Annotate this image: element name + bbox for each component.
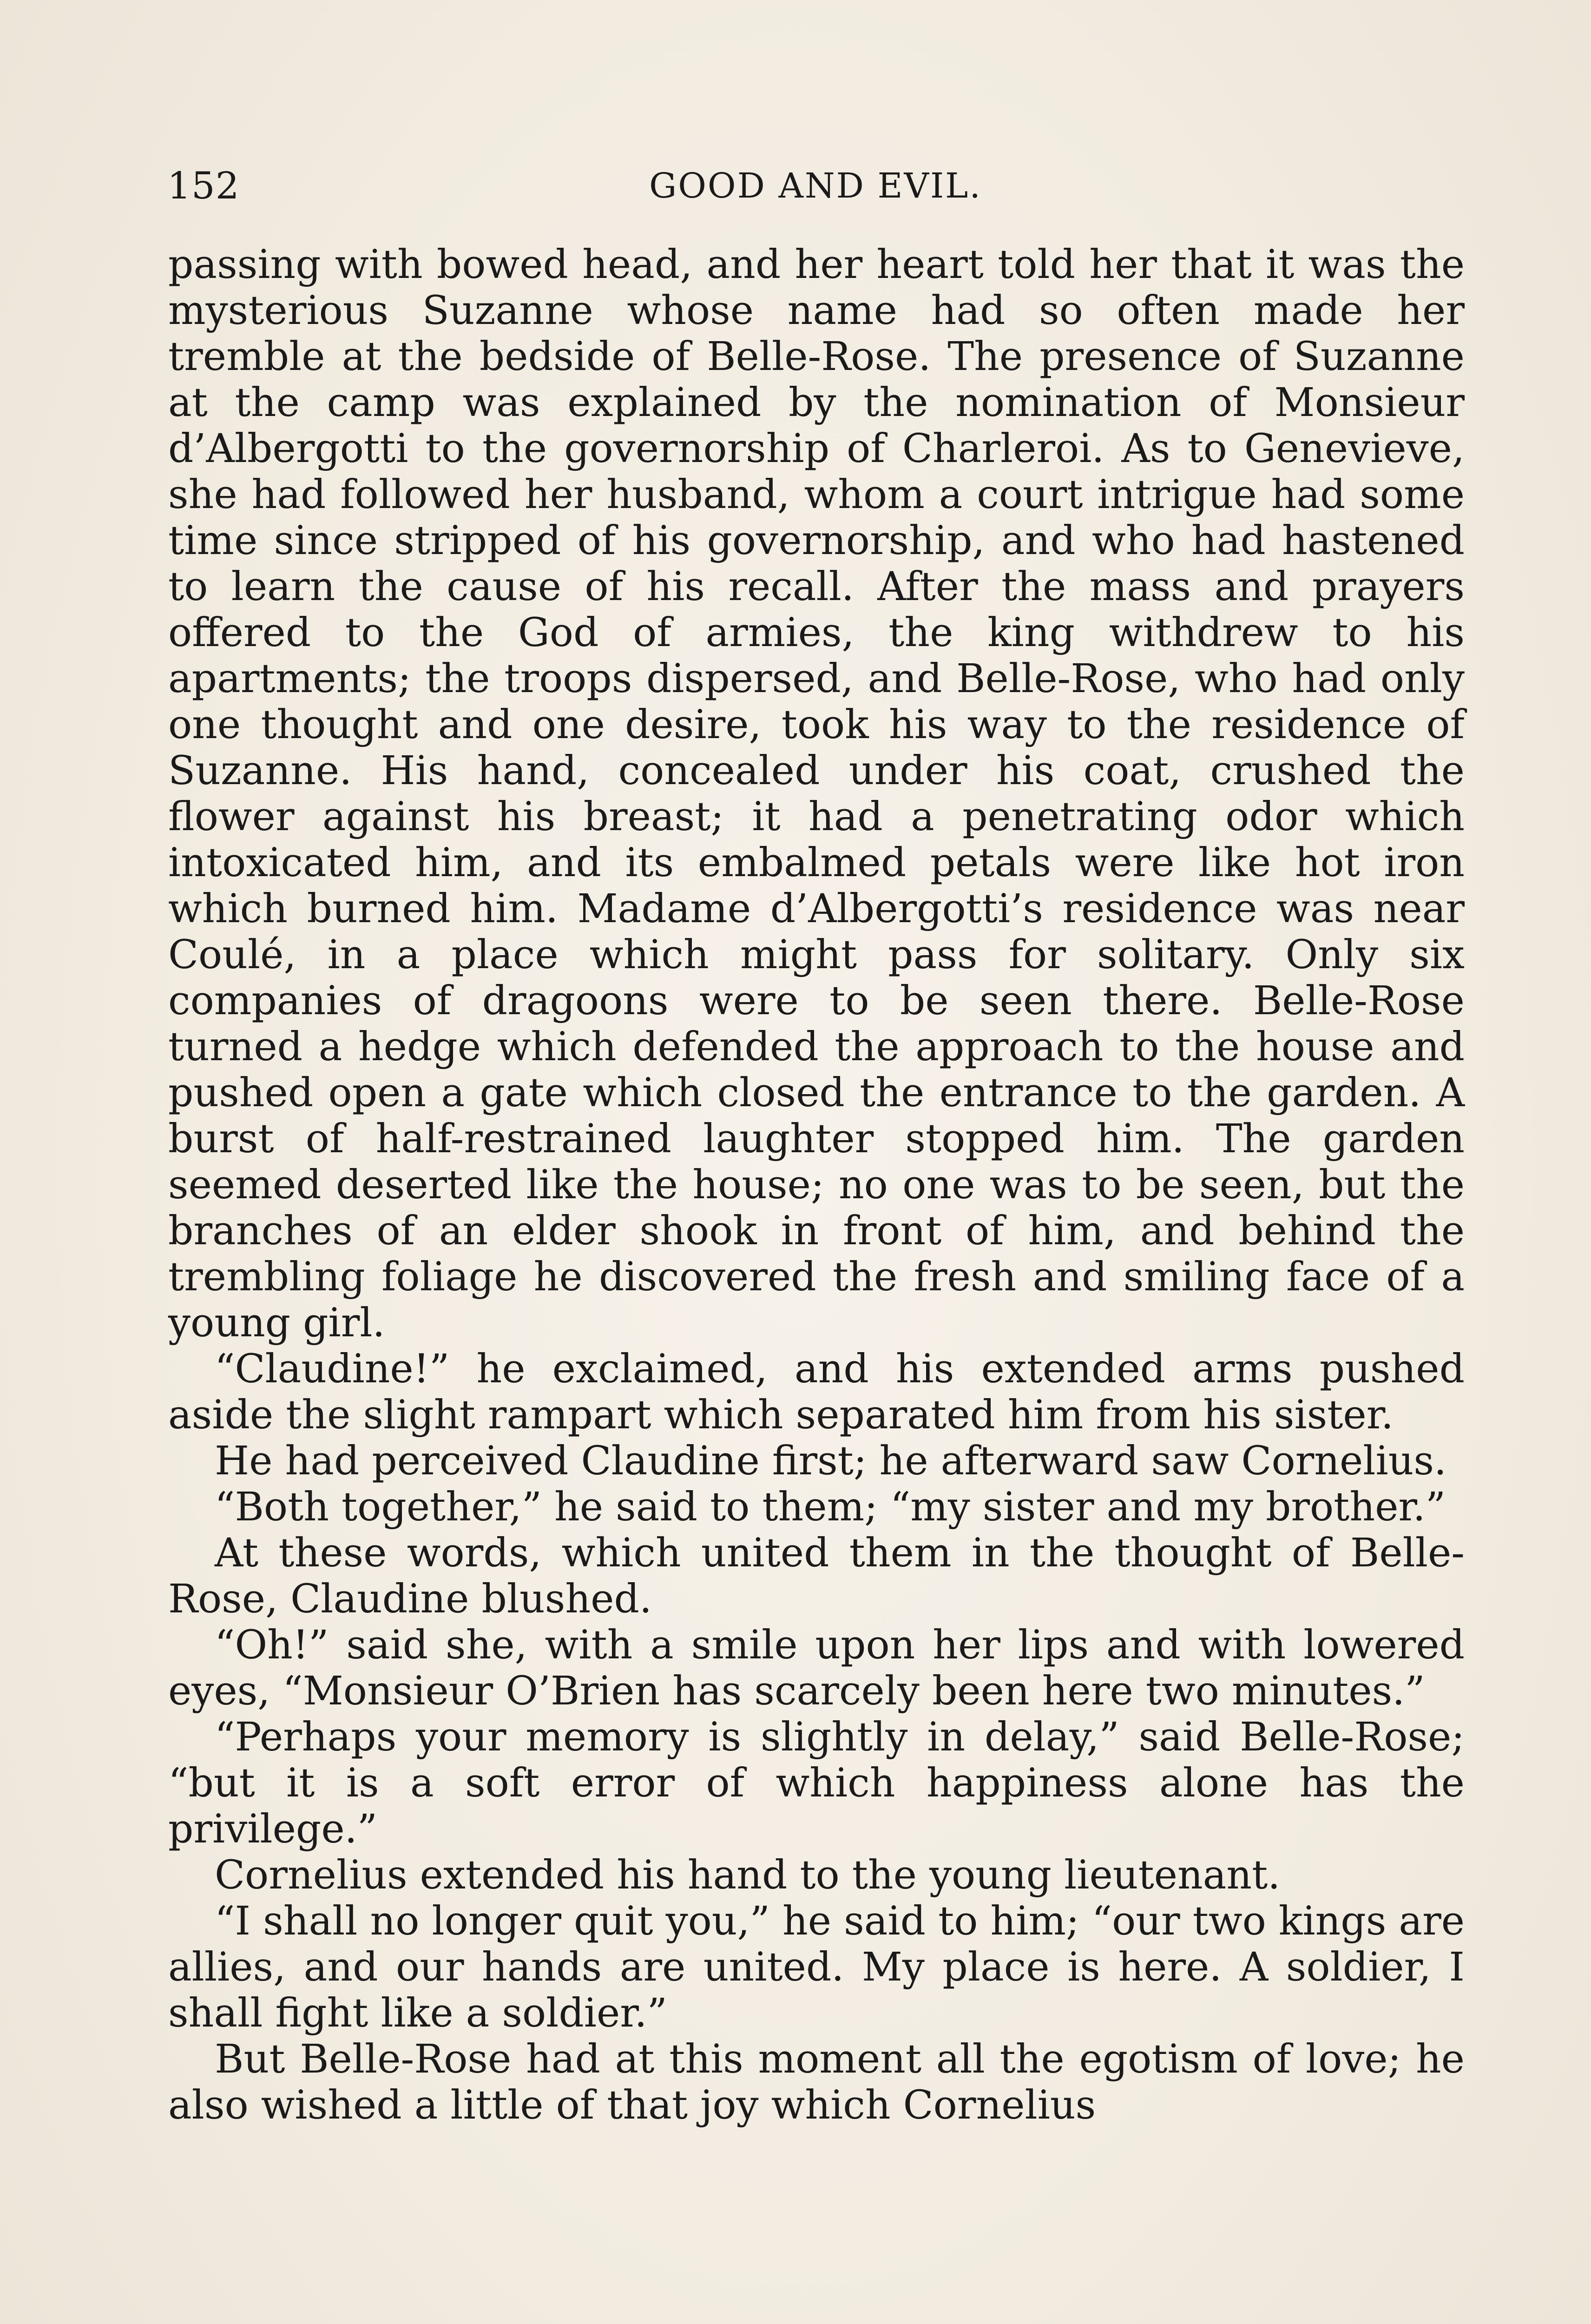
paragraph: He had perceived Claudine first; he afterward saw Cornelius. xyxy=(215,1438,1447,1484)
page-header xyxy=(167,158,1464,218)
body-text xyxy=(168,242,1465,2128)
paragraph: “Perhaps your memory is slightly in delay,” said Belle-Rose; “but it is a soft error of which happiness alone has the privilege.” xyxy=(168,1714,1465,1852)
paragraph: “I shall no longer quit you,” he said to him; “our two kings are allies, and our hands are united. My place is here. A soldier, I shall fight like a soldier.” xyxy=(168,1898,1465,2036)
paragraph: Cornelius extended his hand to the young lieutenant. xyxy=(215,1852,1281,1898)
paragraph: At these words, which united them in the thought of Belle-Rose, Claudine blushed. xyxy=(168,1530,1465,1622)
page-number: 152 xyxy=(167,164,240,207)
paragraph: “Claudine!” he exclaimed, and his extended arms pushed aside the slight rampart which separated him from his sister. xyxy=(168,1346,1465,1438)
paragraph: But Belle-Rose had at this moment all the egotism of love; he also wished a little of that joy which Cornelius xyxy=(168,2036,1465,2128)
paragraph: “Both together,” he said to them; “my sister and my brother.” xyxy=(215,1484,1446,1530)
running-title: GOOD AND EVIL. xyxy=(649,166,982,206)
paragraph: “Oh!” said she, with a smile upon her lips and with lowered eyes, “Monsieur O’Brien has scarcely been here two minutes.” xyxy=(168,1622,1465,1714)
paragraph: passing with bowed head, and her heart told her that it was the mysterious Suzanne whose name had so often made her tremble at the bedside of Belle-Rose. The presence of Suzanne at the camp was explained by the nomination of Monsieur d’Albergotti to the governorship of Charleroi. As to Genevieve, she had followed her husband, whom a court intrigue had some time since stripped of his governorship, and who had hastened to learn the cause of his recall. After the mass and prayers offered to the God of armies, the king withdrew to his apartments; the troops dispersed, and Belle-Rose, who had only one thought and one desire, took his way to the residence of Suzanne. His hand, concealed under his coat, crushed the flower against his breast; it had a penetrating odor which intoxicated him, and its embalmed petals were like hot iron which burned him. Madame d’Albergotti’s residence was near Coulé, in a place which might pass for solitary. Only six companies of dragoons were to be seen there. Belle-Rose turned a hedge which defended the approach to the house and pushed open a gate which closed the entrance to the garden. A burst of half-restrained laughter stopped him. The garden seemed deserted like the house; no one was to be seen, but the branches of an elder shook in front of him, and behind the trembling foliage he discovered the fresh and smiling face of a young girl. xyxy=(168,242,1465,1346)
